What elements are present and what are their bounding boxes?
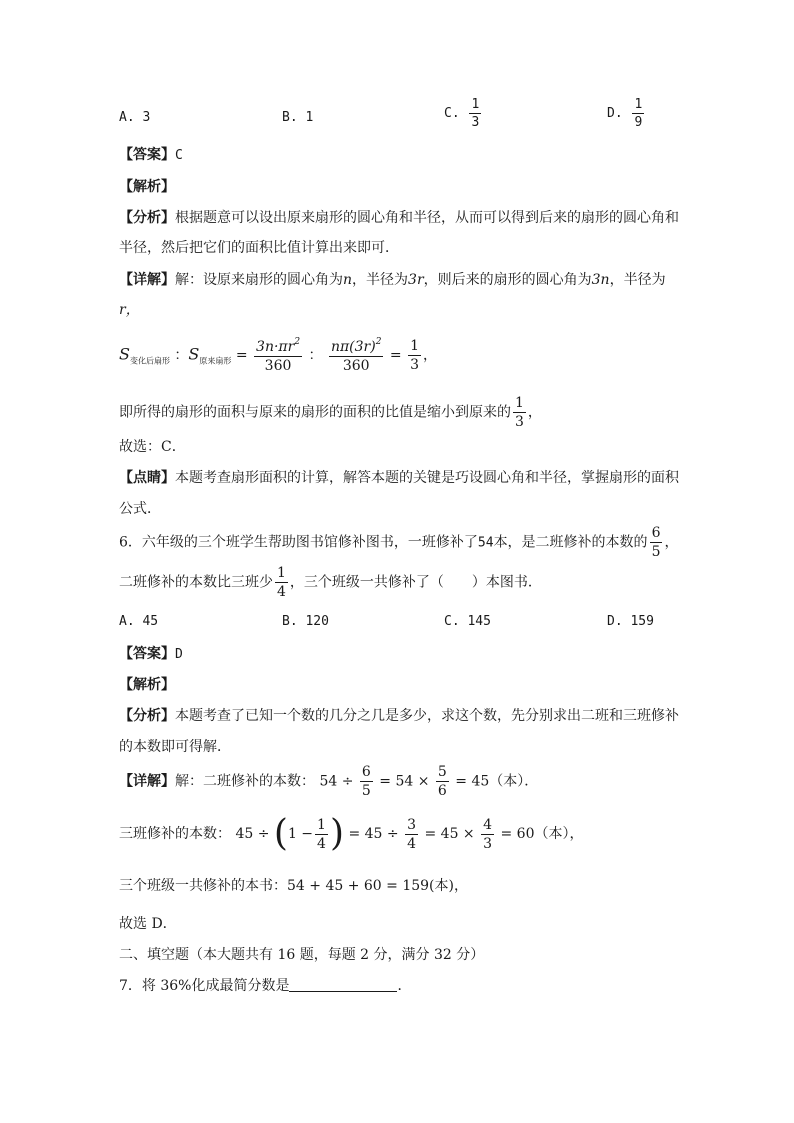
fraction-denominator: 6 [437, 783, 447, 799]
q6-option-a: A. 45 [119, 614, 159, 629]
q5-dianjing-line1 [119, 468, 679, 488]
equals: = [389, 347, 402, 364]
detail-var-3n: 3n [591, 272, 610, 288]
detail-text: ，半径为 [609, 272, 666, 288]
fraction-original-area [329, 338, 383, 373]
q5-answer [119, 145, 183, 166]
unit-text: （本）， [534, 826, 584, 842]
q5-option-c [444, 98, 483, 129]
answer-blank[interactable] [289, 977, 397, 992]
detail-var-n: n [343, 272, 353, 288]
numerator-text: nπ(3r) [330, 339, 376, 355]
q6-detail-class3 [119, 813, 584, 854]
subscript-changed: 变化后扇形 [129, 356, 170, 366]
section-heading: 二、填空题（本大题共有 16 题，每题 2 分，满分 32 分） [119, 947, 485, 963]
expr-part: = 54 × [379, 773, 430, 790]
fraction-denominator: 3 [471, 115, 480, 130]
fenxi-tag: 【分析】 [119, 210, 175, 226]
stem-text: 二班修补的本数比三班少 [119, 574, 273, 591]
expr-part: = 45 ÷ [348, 826, 399, 842]
detail-text: ，半径为 [352, 272, 409, 288]
detail-tag: 【详解】 [119, 773, 175, 790]
stem-number: 54 [477, 535, 494, 551]
q6-choose: 故选 D． [119, 916, 177, 932]
fraction-numerator: 6 [361, 764, 371, 780]
q5-option-d-label: D. [607, 106, 623, 121]
unit-text: （本）． [489, 773, 539, 790]
fraction-denominator: 360 [342, 358, 370, 374]
q5-detail-line2: r， [119, 302, 140, 318]
fraction-numerator [254, 338, 302, 357]
q5-fenxi-line1 [119, 208, 679, 228]
q5-choose: 故选：C． [119, 439, 186, 455]
exponent: 2 [294, 337, 301, 347]
fraction-numerator [329, 338, 383, 357]
expr-fraction [436, 765, 449, 798]
q6-analysis-heading: 【解析】 [119, 677, 175, 693]
answer-value: C [175, 148, 183, 163]
fraction-denominator: 9 [634, 115, 643, 130]
q7-tail: ． [397, 978, 412, 994]
detail-var-3r: 3r [408, 272, 424, 288]
fraction-numerator: 1 [317, 816, 326, 833]
q5-option-c-fraction [469, 98, 481, 129]
q5-option-b: B. 1 [282, 110, 314, 125]
q7-text: 7．将 36%化成最简分数是 [119, 978, 290, 994]
q5-option-a: A. 3 [119, 110, 151, 125]
q5-ratio-conclusion [119, 396, 542, 429]
expr-part: 54 ÷ [319, 773, 354, 790]
fraction-denominator: 4 [277, 584, 286, 600]
detail-lead: 三班修补的本数： [119, 826, 231, 842]
fraction-numerator: 4 [483, 816, 493, 833]
equals: = [235, 347, 248, 364]
q5-option-d-fraction [632, 98, 644, 129]
fraction-denominator: 5 [651, 544, 661, 560]
fraction-changed-area [254, 338, 302, 373]
formula-tail: ， [423, 347, 437, 364]
colon: ： [308, 347, 323, 364]
q6-fenxi-line1 [119, 706, 679, 726]
fraction-denominator: 4 [407, 835, 417, 852]
q6-stem-line1 [119, 526, 678, 559]
dianjing-text: 本题考查扇形面积的计算，解答本题的关键是巧设圆心角和半径，掌握扇形的面积 [175, 470, 679, 486]
paren-open-icon: ( [273, 813, 288, 854]
fraction-numerator: 6 [651, 525, 661, 541]
answer-tag: 【答案】 [119, 147, 175, 163]
q7-stem [119, 976, 411, 996]
fraction-numerator: 1 [634, 97, 643, 112]
expr-part: 1 − [287, 826, 314, 842]
expr-fraction [360, 765, 373, 798]
q6-answer [119, 644, 183, 665]
dianjing-tag: 【点睛】 [119, 470, 175, 486]
fraction-denominator: 3 [515, 414, 524, 430]
detail-lead: 三个班级一共修补的本书： [119, 878, 287, 894]
stem-fraction [275, 566, 288, 599]
fraction-numerator: 3 [407, 816, 417, 833]
fraction-numerator: 1 [410, 338, 419, 354]
answer-value: D [175, 647, 183, 662]
expr-fraction [405, 818, 418, 851]
fraction-numerator: 5 [437, 764, 447, 780]
expr-part: = 45 × [424, 826, 475, 842]
stem-fraction [650, 526, 663, 559]
expr-part: = 60 [500, 826, 535, 842]
expr-fraction [481, 818, 494, 851]
stem-text: ，三个班级一共修补了（ ）本图书． [289, 574, 542, 591]
fenxi-text: 本题考查了已知一个数的几分之几是多少，求这个数，先分别求出二班和三班修补 [175, 708, 679, 724]
exponent: 2 [375, 337, 382, 347]
fraction-numerator: 1 [471, 97, 480, 112]
q5-area-ratio-formula [119, 338, 437, 373]
fenxi-tag: 【分析】 [119, 708, 175, 724]
q5-fenxi-line2: 半径，然后把它们的面积比值计算出来即可． [119, 240, 399, 256]
q5-dianjing-line2: 公式． [119, 501, 161, 517]
detail-tag: 【详解】 [119, 272, 175, 288]
ratio-fraction [513, 396, 526, 429]
expr-fraction [315, 818, 328, 851]
q6-option-d: D. 159 [607, 614, 654, 629]
fraction-denominator: 3 [410, 357, 419, 373]
colon: ： [174, 347, 189, 364]
detail-text: ，则后来的扇形的圆心角为 [423, 272, 592, 288]
q6-option-b: B. 120 [282, 614, 329, 629]
detail-lead: 解：二班修补的本数： [175, 773, 315, 790]
stem-text: ， [664, 534, 679, 551]
fraction-denominator: 3 [483, 835, 493, 852]
q6-detail-total [119, 876, 468, 896]
expr-part: = 45 [455, 773, 490, 790]
q5-analysis-heading: 【解析】 [119, 179, 175, 195]
answer-tag: 【答案】 [119, 646, 175, 662]
symbol-s: S [119, 344, 130, 364]
q5-option-d [607, 98, 646, 129]
q5-option-c-label: C. [444, 106, 460, 121]
paren-close-icon: ) [329, 813, 345, 854]
ratio-tail: ， [527, 404, 542, 421]
stem-text: 6．六年级的三个班学生帮助图书馆修补图书，一班修补了 [119, 534, 478, 551]
numerator-text: 3n·πr [256, 339, 295, 355]
q6-detail-class2 [119, 765, 538, 798]
q6-stem-line2 [119, 566, 542, 599]
fraction-numerator: 1 [277, 565, 286, 581]
fenxi-text: 根据题意可以设出原来扇形的圆心角和半径，从而可以得到后来的扇形的圆心角和 [175, 210, 679, 226]
fraction-denominator: 5 [361, 783, 371, 799]
stem-text: 本，是二班修补的本数的 [493, 534, 648, 551]
fraction-denominator: 360 [264, 358, 292, 374]
detail-text: 解：设原来扇形的圆心角为 [175, 272, 343, 288]
q5-detail-line1 [119, 270, 666, 290]
fraction-numerator: 1 [515, 395, 524, 411]
ratio-text: 即所得的扇形的面积与原来的扇形的面积的比值是缩小到原来的 [119, 404, 511, 421]
expr-part: 45 ÷ [235, 826, 270, 842]
q6-option-c: C. 145 [444, 614, 491, 629]
fraction-result [408, 339, 421, 372]
symbol-s: S [188, 344, 200, 364]
subscript-original: 原来扇形 [199, 356, 232, 366]
fraction-denominator: 4 [317, 835, 326, 852]
q6-fenxi-line2: 的本数即可得解． [119, 739, 231, 755]
expr-part: 54 + 45 + 60 = 159(本)， [287, 878, 468, 894]
